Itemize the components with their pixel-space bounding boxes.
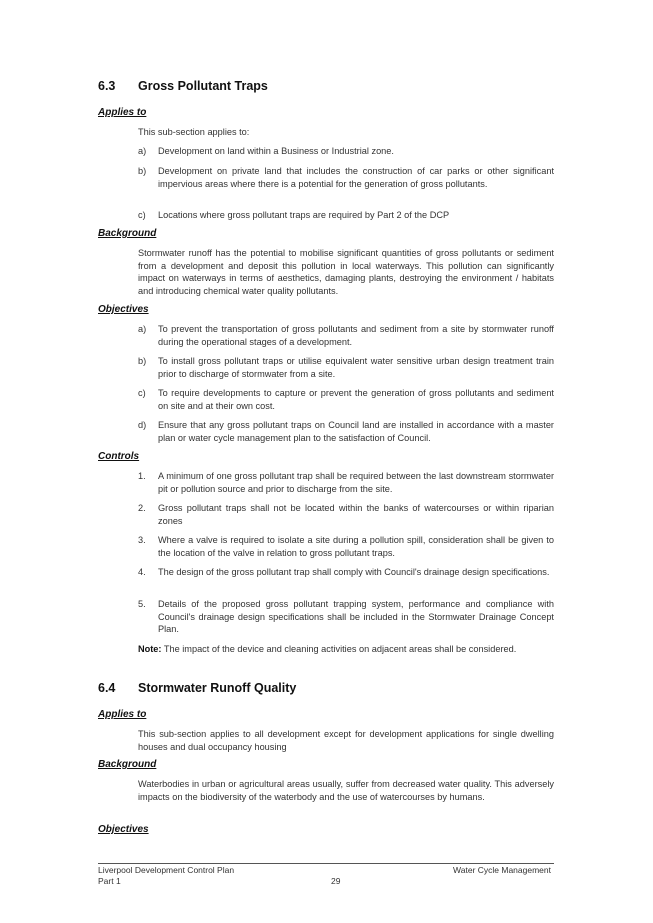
background-heading: Background [98, 759, 157, 770]
section-heading-6-4 [98, 681, 296, 695]
list-item-text: The design of the gross pollutant trap shall comply with Council's drainage design specifications. [158, 567, 550, 577]
list-marker: 1. [138, 471, 146, 481]
list-marker: 5. [138, 599, 146, 609]
list-item [138, 145, 554, 158]
footer-part-label: Part 1 [98, 876, 121, 886]
note-label: Note: [138, 644, 162, 654]
list-item [138, 209, 554, 222]
list-item-text: To require developments to capture or prevent the generation of gross pollutants and sediment on site and at their own cost. [158, 388, 554, 411]
footer-chapter-title: Water Cycle Management [453, 865, 551, 875]
list-item [138, 598, 554, 636]
section-number: 6.3 [98, 79, 116, 93]
list-item [138, 165, 554, 190]
list-marker: 3. [138, 535, 146, 545]
list-marker: a) [138, 324, 147, 334]
list-marker: 2. [138, 503, 146, 513]
applies-to-heading: Applies to [98, 709, 147, 720]
section-title: Gross Pollutant Traps [138, 79, 268, 93]
list-item [138, 470, 554, 495]
list-item-text: Locations where gross pollutant traps are required by Part 2 of the DCP [158, 210, 450, 220]
applies-to-heading: Applies to [98, 107, 147, 118]
applies-to-text: This sub-section applies to all development except for development applications for single dwelling houses and dual occupancy housing [138, 729, 554, 752]
applies-to-intro: This sub-section applies to: [138, 127, 250, 137]
background-text: Waterbodies in urban or agricultural areas usually, suffer from decreased water quality. This adversely impacts on the biodiversity of the waterbody and the use of watercourses by humans. [138, 779, 554, 802]
section-title: Stormwater Runoff Quality [138, 681, 297, 695]
list-marker: b) [138, 356, 147, 366]
list-item-text: Development on private land that includes the construction of car parks or other significant impervious areas where there is a potential for the generation of gross pollutants. [158, 166, 554, 189]
list-item-text: Where a valve is required to isolate a site during a pollution spill, consideration shall be given to the location of the valve in relation to gross pollutant traps. [158, 535, 554, 558]
list-item [138, 355, 554, 380]
section-number: 6.4 [98, 681, 116, 695]
section-heading-6-3 [98, 79, 268, 93]
background-text: Stormwater runoff has the potential to mobilise significant quantities of gross pollutants or sediment from a development and deposit this pollution in local waterways. This pollution can significantly impact on waterways in terms of aesthetics, damaging plants, destroying the environment / habitats and introducing chemical water quality pollutants. [138, 248, 554, 296]
list-marker: d) [138, 420, 147, 430]
footer-divider [98, 863, 554, 864]
list-item [138, 387, 554, 412]
list-item-text: Ensure that any gross pollutant traps on Council land are installed in accordance with a master plan or water cycle management plan to the satisfaction of Council. [158, 420, 554, 443]
list-marker: 4. [138, 567, 146, 577]
list-marker: b) [138, 166, 147, 176]
list-marker: c) [138, 210, 146, 220]
list-item-text: To install gross pollutant traps or utilise equivalent water sensitive urban design treatment train prior to discharge of stormwater from a site. [158, 356, 554, 379]
list-marker: c) [138, 388, 146, 398]
footer-document-title: Liverpool Development Control Plan [98, 865, 235, 875]
list-item-text: Details of the proposed gross pollutant trapping system, performance and compliance with Council's drainage design specifications shall be included in the Stormwater Drainage Concept Plan. [158, 599, 554, 635]
list-item-text: To prevent the transportation of gross pollutants and sediment from a site by stormwater runoff during the operational stages of a development. [158, 324, 554, 347]
list-item-text: A minimum of one gross pollutant trap shall be required between the last downstream stormwater pit or pollution source and prior to discharge from the site. [158, 471, 554, 494]
note-paragraph [138, 643, 554, 656]
objectives-heading: Objectives [98, 304, 149, 315]
list-item [138, 323, 554, 348]
list-item-text: Gross pollutant traps shall not be located within the banks of watercourses or within riparian zones [158, 503, 554, 526]
list-item [138, 566, 554, 579]
controls-heading: Controls [98, 451, 140, 462]
list-item [138, 534, 554, 559]
list-item [138, 502, 554, 527]
background-heading: Background [98, 228, 157, 239]
objectives-heading: Objectives [98, 824, 149, 835]
footer-page-number: 29 [331, 876, 341, 886]
list-marker: a) [138, 146, 147, 156]
note-text: The impact of the device and cleaning activities on adjacent areas shall be considered. [163, 644, 517, 654]
list-item [138, 419, 554, 444]
list-item-text: Development on land within a Business or Industrial zone. [158, 146, 394, 156]
